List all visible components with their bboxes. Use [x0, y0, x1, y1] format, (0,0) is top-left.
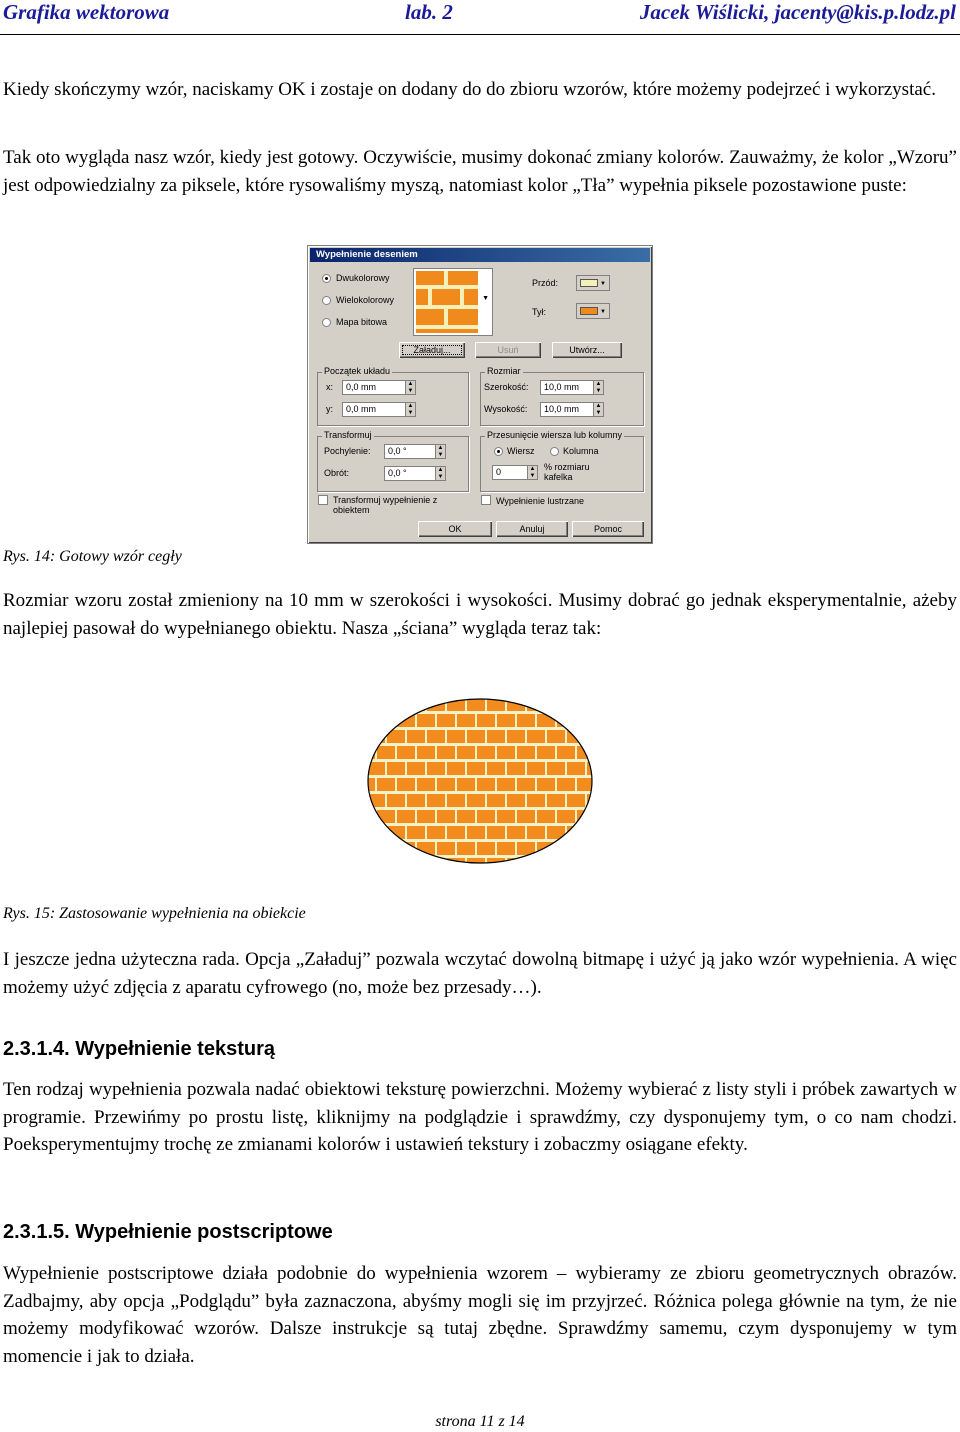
- radio-multi-color[interactable]: [322, 296, 331, 305]
- height-input[interactable]: 10,0 mm: [540, 402, 594, 417]
- paragraph-2: Tak oto wygląda nasz wzór, kiedy jest gotowy. Oczywiście, musimy dokonać zmiany kolorów. Zauważmy, że kolor „Wzoru” jest odpowiedzialny za piksele, które rysowaliśmy myszą, natomiast kolor „Tła” wypełnia piksele pozostawione puste:: [3, 147, 957, 196]
- mirror-fill-checkbox[interactable]: [481, 495, 491, 505]
- height-label: Wysokość:: [484, 404, 528, 414]
- brick-pattern-icon: [416, 271, 478, 333]
- header-title: Grafika wektorowa: [3, 0, 170, 24]
- width-label: Szerokość:: [484, 382, 529, 392]
- rotate-label: Obrót:: [324, 468, 350, 478]
- rotate-input[interactable]: 0,0 °: [384, 466, 436, 481]
- section-heading-postscript: 2.3.1.5. Wypełnienie postscriptowe: [3, 1221, 333, 1243]
- dialog-title: Wypełnienie deseniem: [310, 248, 650, 262]
- chevron-down-icon: ▼: [600, 281, 606, 287]
- width-spinner[interactable]: ▲ ▼: [593, 380, 604, 395]
- radio-bitmap-label: Mapa bitowa: [336, 317, 388, 327]
- create-button[interactable]: Utwórz...: [552, 342, 622, 358]
- radio-row-label: Wiersz: [507, 446, 535, 456]
- back-label: Tył:: [532, 307, 547, 317]
- skew-input[interactable]: 0,0 °: [384, 444, 436, 459]
- chevron-down-icon[interactable]: ▼: [482, 295, 489, 302]
- ok-button[interactable]: OK: [418, 521, 492, 537]
- origin-group-label: Początek układu: [324, 366, 391, 376]
- paragraph-3: Rozmiar wzoru został zmieniony na 10 mm w szerokości i wysokości. Musimy dobrać go jednak eksperymentalnie, ażeby najlepiej pasował do wypełnianego obiektu. Nasza „ściana” wygląda teraz tak:: [3, 590, 957, 639]
- figure-15-caption: Rys. 15: Zastosowanie wypełnienia na obiekcie: [3, 905, 306, 922]
- radio-row[interactable]: [494, 447, 503, 456]
- radio-column-label: Kolumna: [563, 446, 599, 456]
- y-label: y:: [326, 404, 334, 414]
- size-group-label: Rozmiar: [487, 366, 521, 376]
- pattern-preview[interactable]: [413, 268, 493, 336]
- transform-group-label: Transformuj: [324, 430, 372, 440]
- figure-14-caption: Rys. 14: Gotowy wzór cegły: [3, 548, 182, 565]
- front-label: Przód:: [532, 278, 559, 288]
- height-spinner[interactable]: ▲ ▼: [593, 402, 604, 417]
- width-input[interactable]: 10,0 mm: [540, 380, 594, 395]
- header-rule: [0, 34, 960, 35]
- offset-unit-label: % rozmiaru kafelka: [544, 462, 590, 482]
- y-spinner[interactable]: ▲ ▼: [405, 402, 416, 417]
- x-spinner[interactable]: ▲ ▼: [405, 380, 416, 395]
- delete-button[interactable]: Usuń: [475, 342, 541, 358]
- front-color-picker[interactable]: [576, 275, 610, 291]
- mirror-fill-label: Wypełnienie lustrzane: [496, 496, 584, 506]
- transform-with-object-checkbox[interactable]: [318, 495, 328, 505]
- y-input[interactable]: 0,0 mm: [342, 402, 406, 417]
- radio-two-color[interactable]: [322, 274, 331, 283]
- radio-bitmap[interactable]: [322, 318, 331, 327]
- rotate-spinner[interactable]: ▲ ▼: [435, 466, 446, 481]
- chevron-down-icon: ▼: [600, 309, 606, 315]
- help-button[interactable]: Pomoc: [572, 521, 644, 537]
- cancel-button[interactable]: Anuluj: [496, 521, 568, 537]
- transform-with-object-label: Transformuj wypełnienie z obiektem: [333, 495, 438, 515]
- radio-multi-color-label: Wielokolorowy: [336, 295, 395, 305]
- offset-input[interactable]: 0: [492, 465, 528, 480]
- section-heading-texture: 2.3.1.4. Wypełnienie teksturą: [3, 1038, 275, 1060]
- page-footer: strona 11 z 14: [435, 1413, 525, 1430]
- offset-spinner[interactable]: ▲ ▼: [527, 465, 538, 480]
- header-lab: lab. 2: [405, 0, 453, 24]
- offset-group-label: Przesunięcie wiersza lub kolumny: [487, 430, 623, 440]
- radio-column[interactable]: [550, 447, 559, 456]
- x-input[interactable]: 0,0 mm: [342, 380, 406, 395]
- paragraph-5: Ten rodzaj wypełnienia pozwala nadać obiektowi teksturę powierzchni. Możemy wybierać z listy styli i próbek zawartych w programie. Przewińmy po prostu listę, kliknijmy na podglądzie i sprawdźmy, czy dysponujemy tym, o co nam chodzi. Poeksperymentujmy trochę ze zmianami kolorów i ustawień tekstury i zobaczmy osiągane efekty.: [3, 1079, 957, 1155]
- header-author: Jacek Wiślicki, jacenty@kis.p.lodz.pl: [639, 0, 956, 24]
- back-color-picker[interactable]: [576, 303, 610, 319]
- load-button[interactable]: Załaduj...: [399, 342, 465, 358]
- paragraph-1: Kiedy skończymy wzór, naciskamy OK i zostaje on dodany do do zbioru wzorów, które możemy podejrzeć i wykorzystać.: [3, 79, 936, 100]
- paragraph-4: I jeszcze jedna użyteczna rada. Opcja „Załaduj” pozwala wczytać dowolną bitmapę i użyć ją jako wzór wypełnienia. A więc możemy użyć zdjęcia z aparatu cyfrowego (no, może bez przesady…).: [3, 949, 957, 998]
- skew-spinner[interactable]: ▲ ▼: [435, 444, 446, 459]
- radio-two-color-label: Dwukolorowy: [336, 273, 390, 283]
- pattern-fill-dialog: [307, 245, 653, 544]
- x-label: x:: [326, 382, 334, 392]
- brick-filled-ellipse: [366, 697, 594, 865]
- paragraph-6: Wypełnienie postscriptowe działa podobnie do wypełnienia wzorem – wybieramy ze zbioru geometrycznych obrazów. Zadbajmy, aby opcja „Podglądu” była zaznaczona, abyśmy mogli się im przyjrzeć. Różnica polega głównie na tym, że nie możemy modyfikować wzorów. Dalsze instrukcje są tutaj zbędne. Sprawdźmy samemu, czym dysponujemy w tym momencie i jak to działa.: [3, 1263, 957, 1367]
- skew-label: Pochylenie:: [324, 446, 371, 456]
